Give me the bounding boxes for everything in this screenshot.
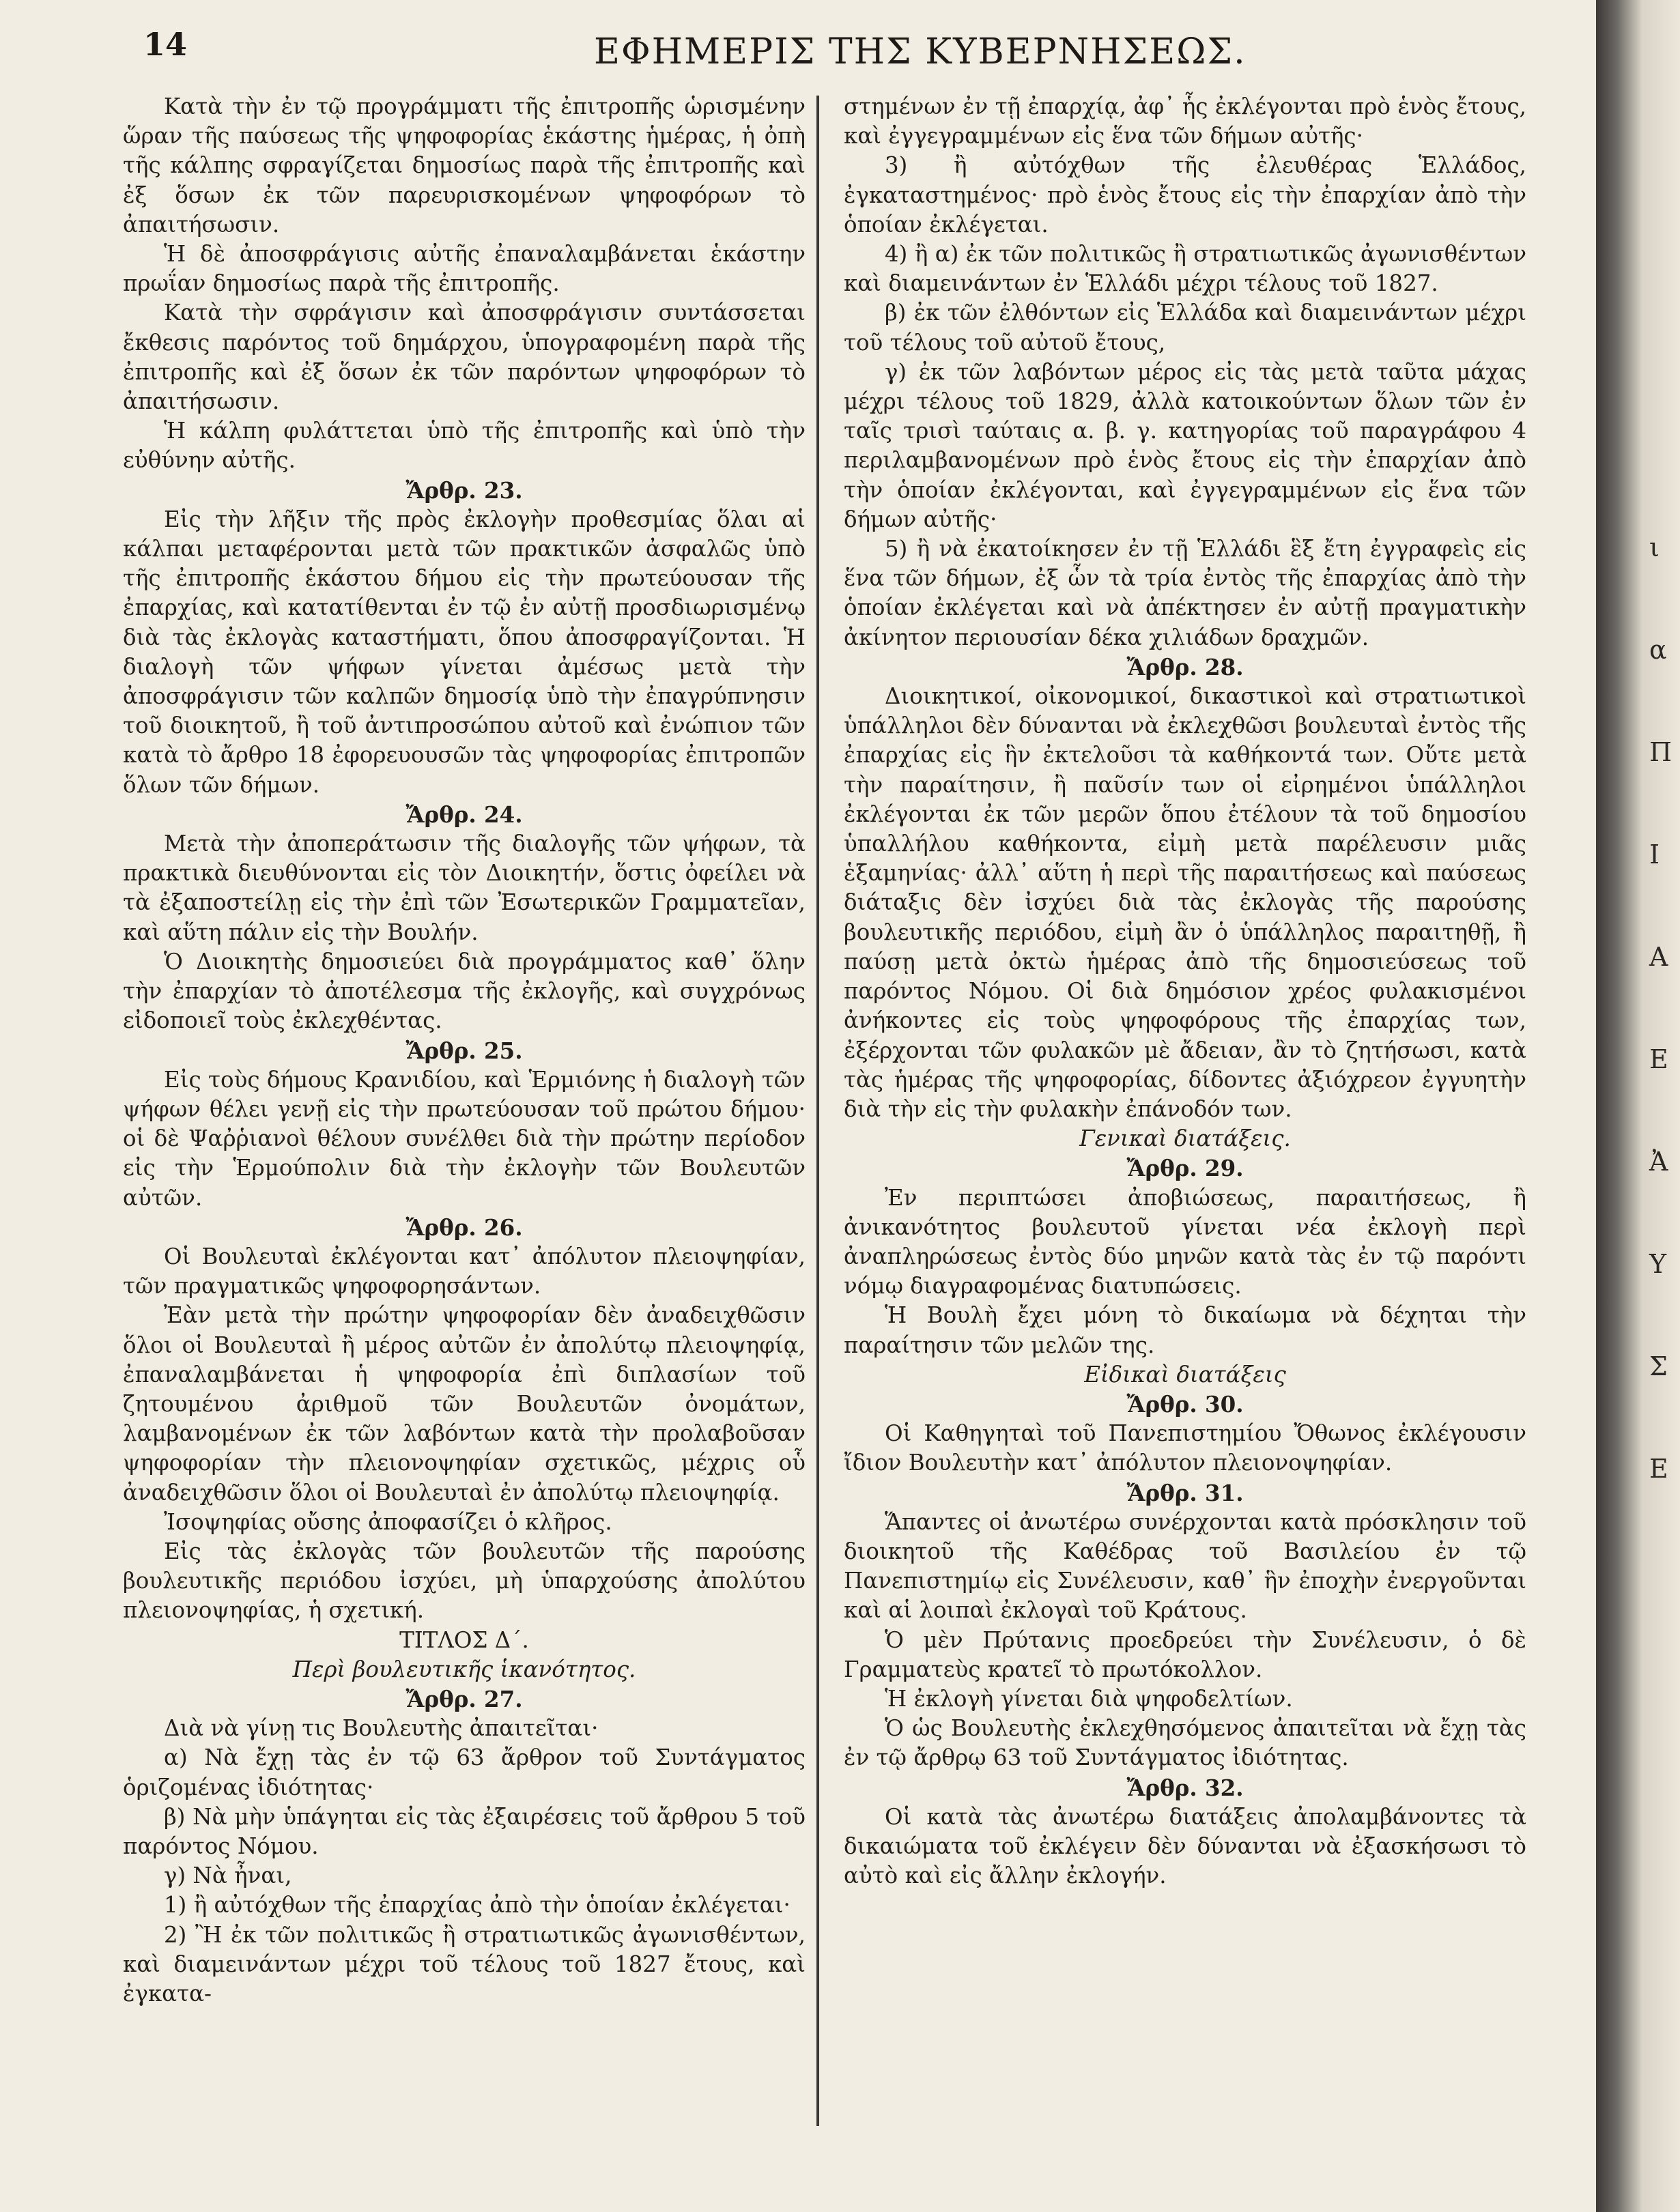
paragraph: γ) ἐκ τῶν λαβόντων μέρος εἰς τὰς μετὰ ταῦτα μάχας μέχρι τέλους τοῦ 1829, ἀλλὰ κατοικούντων ὅλων τῶν ἐν ταῖς τρισὶ ταύταις α. β. γ. κατηγορίας τοῦ παραγράφου 4 περιλαμβανομένων πρὸ ἑνὸς ἔτους εἰς τὴν ἐπαρχίαν ἀπὸ τὴν ὁποίαν ἐκλέγονται, καὶ ἐγγεγραμμένων εἰς ἕνα τῶν δήμων αὐτῆς· [844, 358, 1526, 532]
left-column [123, 92, 806, 2009]
paragraph: 5) ἢ νὰ ἐκατοίκησεν ἐν τῇ Ἑλλάδι ἓξ ἔτη ἐγγραφεὶς εἰς ἕνα τῶν δήμων, ἐξ ὧν τὰ τρία ἐντὸς τῆς ἐπαρχίας ἀπὸ τὴν ὁποίαν ἐκλέγεται καὶ νὰ ἀπέκτησεν ἐν αὐτῇ πραγματικὴν ἀκίνητον περιουσίαν δέκα χιλιάδων δραχμῶν. [844, 536, 1526, 650]
article-heading: Ἄρθρ. 25. [405, 1037, 523, 1064]
paragraph: Οἱ Καθηγηταὶ τοῦ Πανεπιστημίου Ὄθωνος ἐκλέγουσιν ἴδιον Βουλευτὴν κατ᾽ ἀπόλυτον πλειονοψηφίαν. [844, 1420, 1526, 1476]
section-title: ΤΙΤΛΟΣ Δ΄. [399, 1626, 529, 1653]
edge-fragment: ι [1649, 532, 1660, 562]
paragraph: Ἡ κάλπη φυλάττεται ὑπὸ τῆς ἐπιτροπῆς καὶ ὑπὸ τὴν εὐθύνην αὐτῆς. [123, 418, 806, 474]
paragraph: Ἡ Βουλὴ ἔχει μόνη τὸ δικαίωμα νὰ δέχηται τὴν παραίτησιν τῶν μελῶν της. [844, 1302, 1526, 1358]
edge-fragment: Ε [1649, 1044, 1668, 1074]
paragraph: στημένων ἐν τῇ ἐπαρχίᾳ, ἀφ᾽ ἧς ἐκλέγονται πρὸ ἑνὸς ἔτους, καὶ ἐγγεγραμμένων εἰς ἕνα τῶν δήμων αὐτῆς· [844, 94, 1526, 149]
article-heading: Ἄρθρ. 24. [405, 801, 523, 828]
paragraph: Ἡ δὲ ἀποσφράγισις αὐτῆς ἐπαναλαμβάνεται ἑκάστην πρωΐαν δημοσίως παρὰ τῆς ἐπιτροπῆς. [123, 241, 806, 297]
article-heading: Ἄρθρ. 32. [1126, 1774, 1244, 1801]
paragraph: 1) ἢ αὐτόχθων τῆς ἐπαρχίας ἀπὸ τὴν ὁποίαν ἐκλέγεται· [164, 1892, 791, 1919]
paragraph: Ἐὰν μετὰ τὴν πρώτην ψηφοφορίαν δὲν ἀναδειχθῶσιν ὅλοι οἱ Βουλευταὶ ἢ μέρος αὐτῶν ἐν ἀπολύτῳ πλειοψηφίᾳ, ἐπαναλαμβάνεται ἡ ψηφοφορία ἐπὶ διπλασίων τοῦ ζητουμένου ἀριθμοῦ τῶν Βουλευτῶν ὀνομάτων, λαμβανομένων ἐκ τῶν λαβόντων κατὰ τὴν προλαβοῦσαν ψηφοφορίαν τὴν πλειονοψηφίαν σχετικῶς, μέχρις οὗ ἀναδειχθῶσιν ὅλοι οἱ Βουλευταὶ ἐν ἀπολύτῳ πλειοψηφίᾳ. [123, 1302, 806, 1506]
subsection-title: Γενικαὶ διατάξεις. [1079, 1125, 1291, 1152]
paragraph: 4) ἢ α) ἐκ τῶν πολιτικῶς ἢ στρατιωτικῶς ἀγωνισθέντων καὶ διαμεινάντων ἐν Ἑλλάδι μέχρι τέλους τοῦ 1827. [844, 241, 1526, 297]
edge-fragment: α [1649, 635, 1667, 665]
paragraph: 2) Ἢ ἐκ τῶν πολιτικῶς ἢ στρατιωτικῶς ἀγωνισθέντων, καὶ διαμεινάντων μέχρι τοῦ τέλους τοῦ 1827 ἔτους, καὶ ἐγκατα- [123, 1921, 806, 2007]
paragraph: 3) ἢ αὐτόχθων τῆς ἐλευθέρας Ἑλλάδος, ἐγκαταστημένος· πρὸ ἑνὸς ἔτους εἰς τὴν ἐπαρχίαν ἀπὸ τὴν ὁποίαν ἐκλέγεται. [844, 152, 1526, 238]
page-title: ΕΦΗΜΕΡΙΣ ΤΗΣ ΚΥΒΕΡΝΗΣΕΩΣ. [594, 31, 1247, 72]
edge-fragment: Α [1649, 942, 1668, 972]
article-heading: Ἄρθρ. 29. [1126, 1155, 1244, 1182]
paragraph: Διοικητικοί, οἰκονομικοί, δικαστικοὶ καὶ στρατιωτικοὶ ὑπάλληλοι δὲν δύνανται νὰ ἐκλεχθῶσι βουλευταὶ ἐντὸς τῆς ἐπαρχίας εἰς ἣν ἐκτελοῦσι τὰ καθήκοντά των. Οὔτε μετὰ τὴν παραίτησιν, ἢ παῦσίν των οἱ εἰρημένοι ὑπάλληλοι ἐκλέγονται ἐκ τῶν μερῶν ὅπου ἐτέλουν τὰ τοῦ δημοσίου ὑπαλλήλου καθήκοντα, εἰμὴ μετὰ παρέλευσιν μιᾶς ἑξαμηνίας· ἀλλ᾽ αὕτη ἡ περὶ τῆς παραιτήσεως καὶ παύσεως διάταξις δὲν ἰσχύει διὰ τὰς ἐκλογὰς τῆς παρούσης βουλευτικῆς περιόδου, εἰμὴ ἂν ὁ ὑπάλληλος παραιτηθῇ, ἢ παύσῃ μετὰ ὀκτὼ ἡμέρας ἀπὸ τῆς δημοσιεύσεως τοῦ παρόντος Νόμου. Οἱ διὰ δημόσιον χρέος φυλακισμένοι ἀνήκοντες εἰς τοὺς ψηφοφόρους τῆς ἐπαρχίας των, ἐξέρχονται τῶν φυλακῶν μὲ ἄδειαν, ἂν τὸ ζητήσωσι, κατὰ τὰς ἡμέρας τῆς ψηφοφορίας, δίδοντες ἀξιόχρεον ἐγγυητὴν διὰ τὴν εἰς τὴν φυλακὴν ἐπάνοδόν των. [844, 683, 1526, 1122]
paragraph: Εἰς τοὺς δήμους Κρανιδίου, καὶ Ἑρμιόνης ἡ διαλογὴ τῶν ψήφων θέλει γενῇ εἰς τὴν πρωτεύουσαν τοῦ πρώτου δήμου· οἱ δὲ Ψαῤῥιανοὶ θέλουν συνέλθει διὰ τὴν πρώτην περίοδον εἰς τὴν Ἑρμούπολιν διὰ τὴν ἐκλογὴν τῶν Βουλευτῶν αὐτῶν. [123, 1066, 806, 1211]
article-heading: Ἄρθρ. 28. [1126, 653, 1244, 680]
paragraph: Ὁ μὲν Πρύτανις προεδρεύει τὴν Συνέλευσιν, ὁ δὲ Γραμματεὺς κρατεῖ τὸ πρωτόκολλον. [844, 1626, 1526, 1682]
article-heading: Ἄρθρ. 26. [405, 1213, 523, 1241]
right-column [844, 92, 1526, 1891]
paragraph: Ὁ Διοικητὴς δημοσιεύει διὰ προγράμματος καθ᾽ ὅλην τὴν ἐπαρχίαν τὸ ἀποτέλεσμα τῆς ἐκλογῆς, καὶ συγχρόνως εἰδοποιεῖ τοὺς ἐκλεχθέντας. [123, 948, 806, 1034]
paragraph: Οἱ Βουλευταὶ ἐκλέγονται κατ᾽ ἀπόλυτον πλειοψηφίαν, τῶν πραγματικῶς ψηφοφορησάντων. [123, 1243, 806, 1299]
paragraph: Ἡ ἐκλογὴ γίνεται διὰ ψηφοδελτίων. [885, 1685, 1293, 1712]
edge-fragment: Ι [1649, 839, 1660, 870]
edge-fragment: Π [1649, 737, 1672, 767]
paragraph: γ) Νὰ ἦναι, [164, 1863, 292, 1889]
edge-fragment: Ἀ [1649, 1147, 1668, 1177]
edge-fragment: Ε [1649, 1454, 1668, 1484]
paragraph: Οἱ κατὰ τὰς ἀνωτέρω διατάξεις ἀπολαμβάνοντες τὰ δικαιώματα τοῦ ἐκλέγειν δὲν δύνανται νὰ ἐξασκήσωσι τὸ αὐτὸ καὶ εἰς ἄλλην ἐκλογήν. [844, 1803, 1526, 1889]
article-heading: Ἄρθρ. 31. [1126, 1479, 1244, 1506]
edge-fragment: Σ [1649, 1351, 1668, 1381]
paragraph: β) Νὰ μὴν ὑπάγηται εἰς τὰς ἐξαιρέσεις τοῦ ἄρθρου 5 τοῦ παρόντος Νόμου. [123, 1803, 806, 1859]
paragraph: Κατὰ τὴν ἐν τῷ προγράμματι τῆς ἐπιτροπῆς ὡρισμένην ὥραν τῆς παύσεως τῆς ψηφοφορίας ἑκάστης ἡμέρας, ἡ ὀπὴ τῆς κάλπης σφραγίζεται δημοσίως παρὰ τῆς ἐπιτροπῆς καὶ ἐξ ὅσων ἐκ τῶν παρευρισκομένων ψηφοφόρων τὸ ἀπαιτήσωσιν. [123, 94, 806, 238]
adjacent-page-edge [1596, 0, 1680, 2212]
column-divider [816, 96, 819, 2126]
subsection-title: Περὶ βουλευτικῆς ἱκανότητος. [292, 1656, 636, 1682]
article-heading: Ἄρθρ. 27. [405, 1685, 523, 1712]
page-number: 14 [143, 26, 188, 63]
paragraph: Ὁ ὡς Βουλευτὴς ἐκλεχθησόμενος ἀπαιτεῖται νὰ ἔχῃ τὰς ἐν τῷ ἄρθρῳ 63 τοῦ Συντάγματος ἰδιότητας. [844, 1715, 1526, 1771]
article-heading: Ἄρθρ. 30. [1126, 1390, 1244, 1418]
paragraph: β) ἐκ τῶν ἐλθόντων εἰς Ἑλλάδα καὶ διαμεινάντων μέχρι τοῦ τέλους τοῦ αὐτοῦ ἔτους, [844, 300, 1526, 356]
subsection-title: Εἰδικαὶ διατάξεις [1084, 1361, 1286, 1388]
paragraph: Εἰς τὴν λῆξιν τῆς πρὸς ἐκλογὴν προθεσμίας ὅλαι αἱ κάλπαι μεταφέρονται μετὰ τῶν πρακτικῶν ἀσφαλῶς ὑπὸ τῆς ἐπιτροπῆς ἑκάστου δήμου εἰς τὴν πρωτεύουσαν τῆς ἐπαρχίας, καὶ κατατίθενται ἐν τῷ ἐν αὐτῇ προσδιωρισμένῳ διὰ τὰς ἐκλογὰς καταστήματι, ὅπου ἀποσφραγίζονται. Ἡ διαλογὴ τῶν ψήφων γίνεται ἀμέσως μετὰ τὴν ἀποσφράγισιν τῶν καλπῶν δημοσίᾳ ὑπὸ τὴν ἐπαγρύπνησιν τοῦ διοικητοῦ, ἢ τοῦ ἀντιπροσώπου αὐτοῦ καὶ ἐνώπιον τῶν κατὰ τὸ ἄρθρο 18 ἐφορευουσῶν τὰς ψηφοφορίας ἐπιτροπῶν ὅλων τῶν δήμων. [123, 506, 806, 798]
edge-fragment: Υ [1649, 1249, 1667, 1279]
paragraph: Ἰσοψηφίας οὔσης ἀποφασίζει ὁ κλῆρος. [164, 1508, 612, 1535]
paragraph: Ἐν περιπτώσει ἀποβιώσεως, παραιτήσεως, ἢ ἀνικανότητος βουλευτοῦ γίνεται νέα ἐκλογὴ περὶ ἀναπληρώσεως ἐντὸς δύο μηνῶν κατὰ τὰς ἐν τῷ παρόντι νόμῳ διαγραφομένας διατυπώσεις. [844, 1184, 1526, 1299]
paragraph: Μετὰ τὴν ἀποπεράτωσιν τῆς διαλογῆς τῶν ψήφων, τὰ πρακτικὰ διευθύνονται εἰς τὸν Διοικητήν, ὅστις ὀφείλει νὰ τὰ ἐξαποστείλῃ εἰς τὴν ἐπὶ τῶν Ἐσωτερικῶν Γραμματεῖαν, καὶ αὕτη πάλιν εἰς τὴν Βουλήν. [123, 831, 806, 945]
paragraph: Εἰς τὰς ἐκλογὰς τῶν βουλευτῶν τῆς παρούσης βουλευτικῆς περιόδου ἰσχύει, μὴ ὑπαρχούσης ἀπολύτου πλειονοψηφίας, ἡ σχετική. [123, 1538, 806, 1624]
paragraph: Διὰ νὰ γίνῃ τις Βουλευτὴς ἀπαιτεῖται· [164, 1715, 599, 1742]
paragraph: Κατὰ τὴν σφράγισιν καὶ ἀποσφράγισιν συντάσσεται ἔκθεσις παρόντος τοῦ δημάρχου, ὑπογραφομένη παρὰ τῆς ἐπιτροπῆς καὶ ἐξ ὅσων ἐκ τῶν παρόντων ψηφοφόρων τὸ ἀπαιτήσωσιν. [123, 300, 806, 415]
paragraph: Ἅπαντες οἱ ἀνωτέρω συνέρχονται κατὰ πρόσκλησιν τοῦ διοικητοῦ τῆς Καθέδρας τοῦ Βασιλείου ἐν τῷ Πανεπιστημίῳ εἰς Συνέλευσιν, καθ᾽ ἣν ἐποχὴν ἐνεργοῦνται καὶ αἱ λοιπαὶ ἐκλογαὶ τοῦ Κράτους. [844, 1508, 1526, 1624]
article-heading: Ἄρθρ. 23. [405, 476, 523, 504]
paragraph: α) Νὰ ἔχῃ τὰς ἐν τῷ 63 ἄρθρον τοῦ Συντάγματος ὁριζομένας ἰδιότητας· [123, 1744, 806, 1800]
